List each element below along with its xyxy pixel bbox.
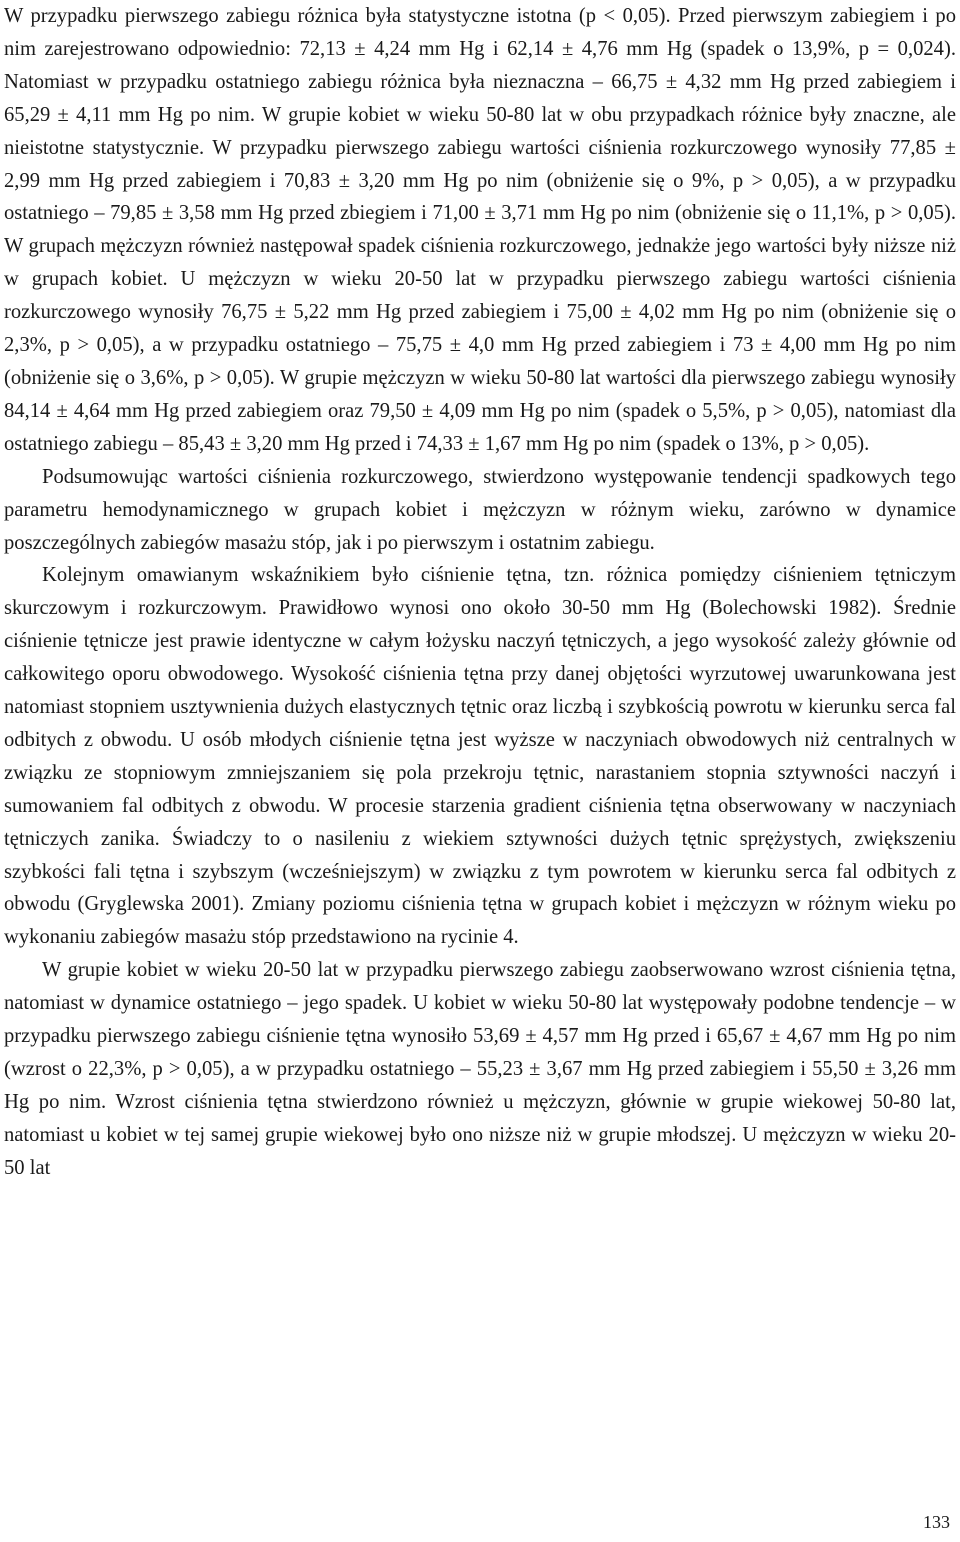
page-number: 133: [923, 1512, 950, 1532]
paragraph-pulse-pressure-intro: Kolejnym omawianym wskaźnikiem było ciśnienie tętna, tzn. różnica pomiędzy ciśnieniem tętniczym skurczowym i rozkurczowym. Prawidłowo wynosi ono około 30-50 mm Hg (Bolechowski 1982). Średnie ciśnienie tętnicze jest prawie identyczne w całym łożysku naczyń tętniczych, a jego wysokość zależy głównie od całkowitego oporu obwodowego. Wysokość ciśnienia tętna przy danej objętości wyrzutowej uwarunkowana jest natomiast stopniem usztywnienia dużych elastycznych tętnic oraz liczbą i szybkością powrotu w kierunku serca fal odbitych z obwodu. U osób młodych ciśnienie tętna jest wyższe w naczyniach obwodowych niż centralnych w związku ze stopniowym zmniejszaniem się pola przekroju tętnic, narastaniem stopnia sztywności naczyń i sumowaniem fal odbitych z obwodu. W procesie starzenia gradient ciśnienia tętna obserwowany w naczyniach tętniczych zanika. Świadczy to o nasileniu z wiekiem sztywności dużych tętnic sprężystych, zwiększeniu szybkości fali tętna i szybszym (wcześniejszym) w związku z tym powrotem w kierunku serca fal odbitych z obwodu (Gryglewska 2001). Zmiany poziomu ciśnienia tętna w grupach kobiet i mężczyzn w różnym wieku po wykonaniu zabiegów masażu stóp przedstawiono na rycinie 4.: [4, 564, 956, 949]
document-page: [4, 0, 956, 1185]
paragraph-pulse-pressure-results: W grupie kobiet w wieku 20-50 lat w przypadku pierwszego zabiegu zaobserwowano wzrost ciśnienia tętna, natomiast w dynamice ostatniego – jego spadek. U kobiet w wieku 50-80 lat występowały podobne tendencje – w przypadku pierwszego zabiegu ciśnienie tętna wynosiło 53,69 ± 4,57 mm Hg przed i 65,67 ± 4,67 mm Hg po nim (wzrost o 22,3%, p > 0,05), a w przypadku ostatniego – 55,23 ± 3,67 mm Hg przed zabiegiem i 55,50 ± 3,26 mm Hg po nim. Wzrost ciśnienia tętna stwierdzono również u mężczyzn, głównie w grupie wiekowej 50-80 lat, natomiast u kobiet w tej samej grupie wiekowej było ono niższe niż w grupie młodszej. U mężczyzn w wieku 20-50 lat: [4, 959, 956, 1179]
paragraph-diastolic-results: W przypadku pierwszego zabiegu różnica była statystyczne istotna (p < 0,05). Przed pierwszym zabiegiem i po nim zarejestrowano odpowiednio: 72,13 ± 4,24 mm Hg i 62,14 ± 4,76 mm Hg (spadek o 13,9%, p = 0,024). Natomiast w przypadku ostatniego zabiegu różnica była nieznaczna – 66,75 ± 4,32 mm Hg przed zabiegiem i 65,29 ± 4,11 mm Hg po nim. W grupie kobiet w wieku 50-80 lat w obu przypadkach różnice były znaczne, ale nieistotne statystycznie. W przypadku pierwszego zabiegu wartości ciśnienia rozkurczowego wynosiły 77,85 ± 2,99 mm Hg przed zabiegiem i 70,83 ± 3,20 mm Hg po nim (obniżenie się o 9%, p > 0,05), a w przypadku ostatniego – 79,85 ± 3,58 mm Hg przed zbiegiem i 71,00 ± 3,71 mm Hg po nim (obniżenie się o 11,1%, p > 0,05). W grupach mężczyzn również następował spadek ciśnienia rozkurczowego, jednakże jego wartości były niższe niż w grupach kobiet. U mężczyzn w wieku 20-50 lat w przypadku pierwszego zabiegu wartości ciśnienia rozkurczowego wynosiły 76,75 ± 5,22 mm Hg przed zabiegiem i 75,00 ± 4,02 mm Hg po nim (obniżenie się o 2,3%, p > 0,05), a w przypadku ostatniego – 75,75 ± 4,0 mm Hg przed zabiegiem i 73 ± 4,00 mm Hg po nim (obniżenie się o 3,6%, p > 0,05). W grupie mężczyzn w wieku 50-80 lat wartości dla pierwszego zabiegu wynosiły 84,14 ± 4,64 mm Hg przed zabiegiem oraz 79,50 ± 4,09 mm Hg po nim (spadek o 5,5%, p > 0,05), natomiast dla ostatniego zabiegu – 85,43 ± 3,20 mm Hg przed i 74,33 ± 1,67 mm Hg po nim (spadek o 13%, p > 0,05).: [4, 5, 956, 455]
paragraph-diastolic-summary: Podsumowując wartości ciśnienia rozkurczowego, stwierdzono występowanie tendencji spadkowych tego parametru hemodynamicznego w grupach kobiet i mężczyzn w różnym wieku, zarówno w dynamice poszczególnych zabiegów masażu stóp, jak i po pierwszym i ostatnim zabiegu.: [4, 465, 956, 554]
